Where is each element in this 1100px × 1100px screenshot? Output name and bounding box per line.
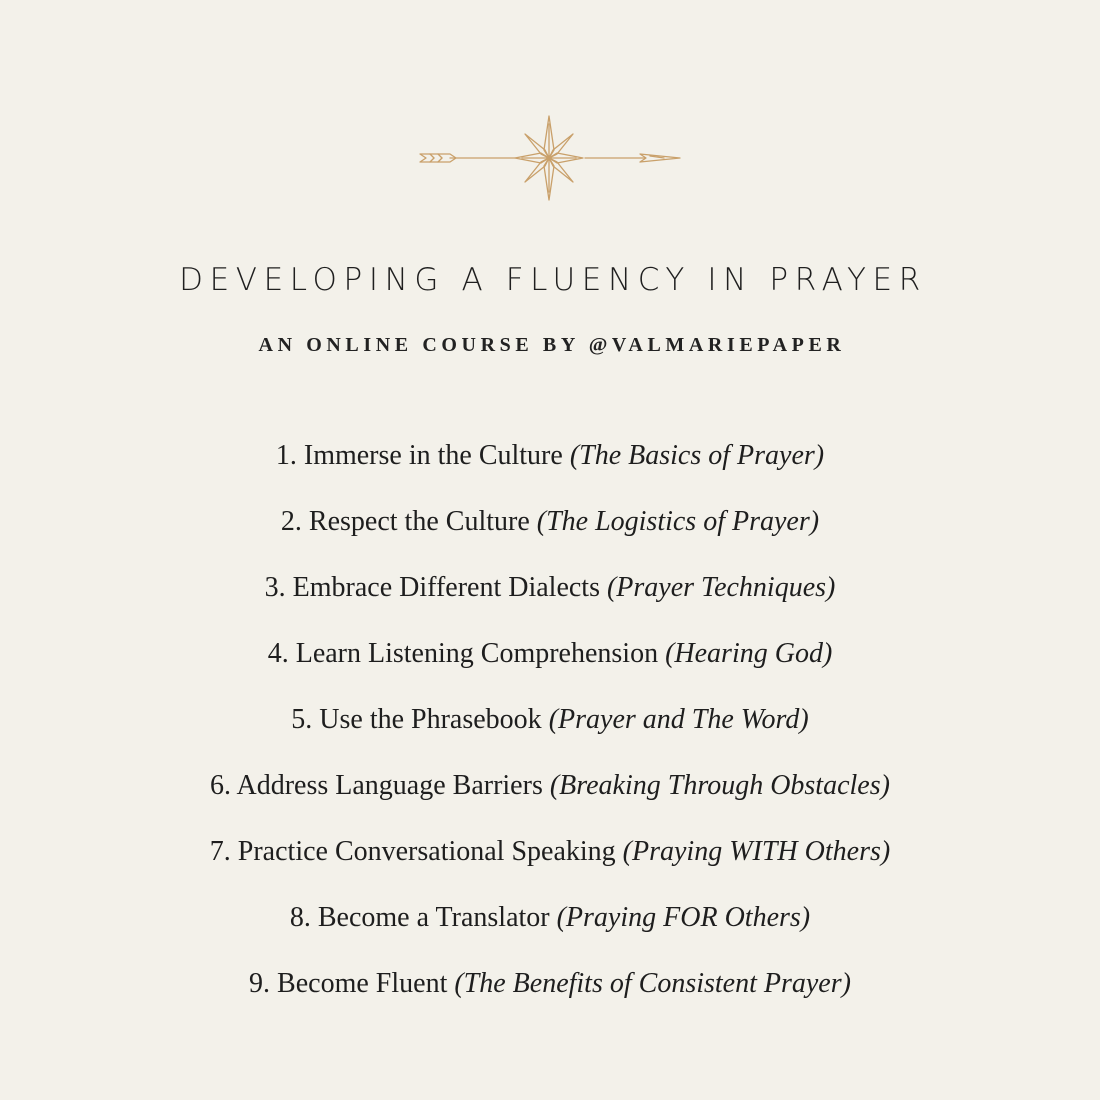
lesson-subtitle: (Praying FOR Others) [556,902,811,933]
list-item [0,894,1100,960]
lesson-subtitle: (The Basics of Prayer) [569,440,825,471]
lesson-subtitle: (The Benefits of Consistent Prayer) [454,968,851,999]
lesson-subtitle: (The Logistics of Prayer) [536,506,820,537]
compass-star-arrow-icon [0,0,1100,220]
lesson-label: 6. Address Language Barriers [210,770,543,801]
lesson-list [0,432,1100,1026]
lesson-subtitle: (Praying WITH Others) [622,836,891,867]
lesson-subtitle: (Breaking Through Obstacles) [549,770,890,801]
lesson-subtitle: (Prayer and The Word) [548,704,809,735]
list-item [0,762,1100,828]
lesson-label: 1. Immerse in the Culture [275,440,563,471]
list-item [0,498,1100,564]
list-item [0,432,1100,498]
lesson-subtitle: (Hearing God) [665,638,833,669]
lesson-subtitle: (Prayer Techniques) [606,572,836,603]
lesson-label: 4. Learn Listening Comprehension [267,638,659,669]
list-item [0,564,1100,630]
list-item [0,696,1100,762]
lesson-label: 3. Embrace Different Dialects [264,572,600,603]
lesson-label: 5. Use the Phrasebook [291,704,542,735]
lesson-label: 2. Respect the Culture [280,506,530,537]
list-item [0,960,1100,1026]
list-item [0,630,1100,696]
page-subtitle: AN ONLINE COURSE BY @VALMARIEPAPER [258,334,846,356]
page-title: DEVELOPING A FLUENCY IN PRAYER [179,262,927,298]
lesson-label: 7. Practice Conversational Speaking [209,836,616,867]
lesson-label: 8. Become a Translator [289,902,550,933]
lesson-label: 9. Become Fluent [249,968,448,999]
list-item [0,828,1100,894]
